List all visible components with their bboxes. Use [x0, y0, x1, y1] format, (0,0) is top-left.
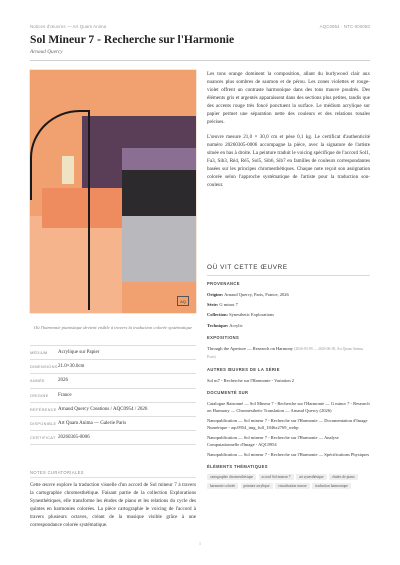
spec-label: DISPONIBLE	[30, 421, 57, 427]
spec-row	[30, 388, 196, 402]
artwork-caption: Où l'harmonie pianistique devient visible à travers la traduction colorée systématique	[33, 325, 193, 330]
spec-row	[30, 373, 196, 387]
notes-label: NOTES CURATORIALES	[30, 470, 84, 475]
expositions-group	[207, 335, 370, 361]
origin-value: Arnaud Quercy, Paris, France, 2026	[224, 292, 289, 297]
spec-value: Arnaud Quercy Creations / AQC0954 / 2026	[58, 406, 148, 412]
theme-tag[interactable]: art synesthésique	[296, 474, 327, 480]
series-value: G minor 7	[219, 302, 238, 308]
theme-tag[interactable]: visualisation sonore	[275, 483, 310, 489]
spec-row	[30, 430, 196, 445]
artwork-signature: AQ	[177, 296, 189, 306]
theme-tag[interactable]: études de piano	[329, 474, 357, 480]
description-body	[207, 70, 370, 196]
expositions-heading: EXPOSITIONS	[207, 334, 240, 340]
spec-row	[30, 359, 196, 373]
documentation-group	[207, 390, 370, 459]
title-divider	[30, 60, 370, 61]
collection-label: Collection:	[207, 312, 228, 318]
description-paragraph: L'œuvre mesure 21,0 × 30,0 cm et pèse 0,1 kg. Le certificat d'authenticité numéro 20260305-0006 accompagne la pièce, avec la signature de l'artiste située en bas à droite. La peinture traduit le voicing spécifique de l'accord Sol1, Fa3, Sib3, Ré4, Ré5, Sol5, Sib6, Sib7 en familles de couleurs correspondantes basées sur les principes chromesthétiques. Chaque note reçoit son assignation colorée selon l'approche systématique de l'artiste pour la traduction son-couleur.	[207, 134, 370, 188]
spec-label: CERTIFICAT	[30, 435, 56, 441]
provenance-panel	[207, 281, 370, 495]
artwork-dark-block	[122, 170, 196, 216]
series-item[interactable]: Sol m7 - Recherche sur l'Harmonie - Variation 2	[207, 377, 294, 383]
technique-value: Acrylic	[229, 322, 243, 328]
artwork-grey-block	[122, 216, 196, 282]
theme-tag[interactable]: peinture acrylique	[241, 483, 273, 489]
spec-table	[30, 345, 196, 445]
series-group	[207, 367, 370, 384]
provenance-collection	[207, 311, 370, 318]
spec-row	[30, 416, 196, 430]
theme-tag[interactable]: accord Sol mineur 7	[259, 474, 294, 480]
technique-label: Technique:	[207, 322, 229, 328]
artwork-arch	[30, 110, 90, 200]
page-number: 1	[198, 541, 202, 546]
collection-value: Synesthetic Explorations	[229, 312, 274, 318]
provenance-group	[207, 281, 370, 329]
artwork-peach-block	[30, 216, 122, 313]
section-divider	[207, 275, 370, 276]
spec-value: Art Quam Anima — Galerie Paris	[58, 421, 127, 427]
artwork-image	[30, 70, 196, 313]
description-paragraph: Les tons orange dominent la composition, allant du burlywood clair aux nuances plus sombres de saumon et de pérou. Les zones violettes et rouge-violet offrent un contraste harmonique dans des tons mauve poudrés. Des éléments gris et argentés apparaissent dans des sections plus petites, tandis que des accents rouge très foncé ponctuent la surface. Le médium acrylique sur papier permet une séparation nette des couleurs et des relations tonales précises.	[207, 71, 370, 125]
exposition-dates: (2026-03-09 — 2026-06-30, Art Quam Anima, Paris)	[207, 346, 364, 359]
page-title: Sol Mineur 7 - Recherche sur l'Harmonie	[30, 33, 235, 46]
exposition-item[interactable]	[207, 345, 370, 361]
spec-value: Acrylique sur Papier	[58, 350, 100, 355]
notes-divider	[30, 477, 196, 478]
provenance-technique	[207, 322, 370, 329]
provenance-heading: PROVENANCE	[207, 281, 240, 286]
spec-label: MÉDIUM	[30, 350, 48, 355]
theme-tag[interactable]: harmonie colorée	[207, 483, 238, 489]
themes-heading: ÉLÉMENTS THÉMATIQUES	[207, 464, 268, 470]
header-bar	[30, 24, 370, 32]
spec-value: 20260305-0006	[58, 435, 90, 441]
spec-row	[30, 345, 196, 359]
spec-label: DIMENSIONS	[30, 364, 58, 370]
notes-text: Cette œuvre explore la traduction visuelle d'un accord de Sol mineur 7 à travers la cartographie chromesthétique. Faisant partie de la collection Explorations Synesthétiques, elle transforme les études de piano et les relations du cycle des quintes en harmonies colorées. La pièce cartographie le voicing de l'accord à travers plusieurs octaves, créant de la musique visible grâce à une correspondance colorée systématique.	[30, 482, 196, 528]
spec-value: 21.0×30.0cm	[58, 364, 85, 370]
documentation-heading: DOCUMENTÉ SUR	[207, 389, 249, 395]
spec-value: 2026	[58, 378, 68, 384]
section-title-where: OÙ VIT CETTE ŒUVRE	[207, 264, 288, 271]
series-heading: AUTRES ŒUVRES DE LA SÉRIE	[207, 366, 280, 372]
exposition-title: Through the Aperture — Research on Harmony	[207, 345, 293, 351]
spec-label: RÉFÉRENCE	[30, 406, 57, 412]
spec-label: ORIGINE	[30, 392, 49, 398]
provenance-series	[207, 301, 370, 308]
documentation-item[interactable]: Nanopublication — Sol mineur 7 - Recherche sur l'Harmonie — Spécifications Physiques	[207, 452, 370, 458]
themes-group	[207, 464, 370, 489]
documentation-item[interactable]: Nanopublication — Sol mineur 7 - Recherche sur l'Harmonie — Documentation d'Image Numérique - aqc0954_img_full_1846x2769_webp	[207, 417, 368, 430]
artist-name: Arnaud Quercy	[30, 49, 63, 55]
documentation-item[interactable]: Catalogue Raisonné — Sol Mineur 7 - Recherche sur l'Harmonie — G minor 7 - Research on Harmony — Chromesthetic Translation — Arnaud Quercy (2026)	[207, 400, 370, 413]
series-label: Série:	[207, 302, 219, 308]
theme-tags	[207, 474, 370, 489]
theme-tag[interactable]: traduction harmonique	[312, 483, 351, 489]
spec-row	[30, 402, 196, 416]
provenance-origin	[207, 291, 370, 298]
header-collection: Notices d'œuvres — Art Quam Anima	[30, 24, 107, 29]
spec-label: ANNÉE	[30, 378, 45, 384]
artwork-violet-band	[122, 148, 196, 170]
documentation-item[interactable]: Nanopublication — Sol mineur 7 - Recherche sur l'Harmonie — Analyse Computationnelle d'Image - AQC0954	[207, 434, 339, 447]
artwork-vertical-line	[88, 110, 90, 310]
theme-tag[interactable]: cartographie chromesthésique	[207, 474, 256, 480]
origin-label: Origine:	[207, 292, 224, 297]
header-reference: AQC0954 · NTC-000050	[319, 24, 370, 29]
artwork-ivory-sliver	[62, 156, 74, 184]
spec-value: France	[58, 392, 72, 398]
